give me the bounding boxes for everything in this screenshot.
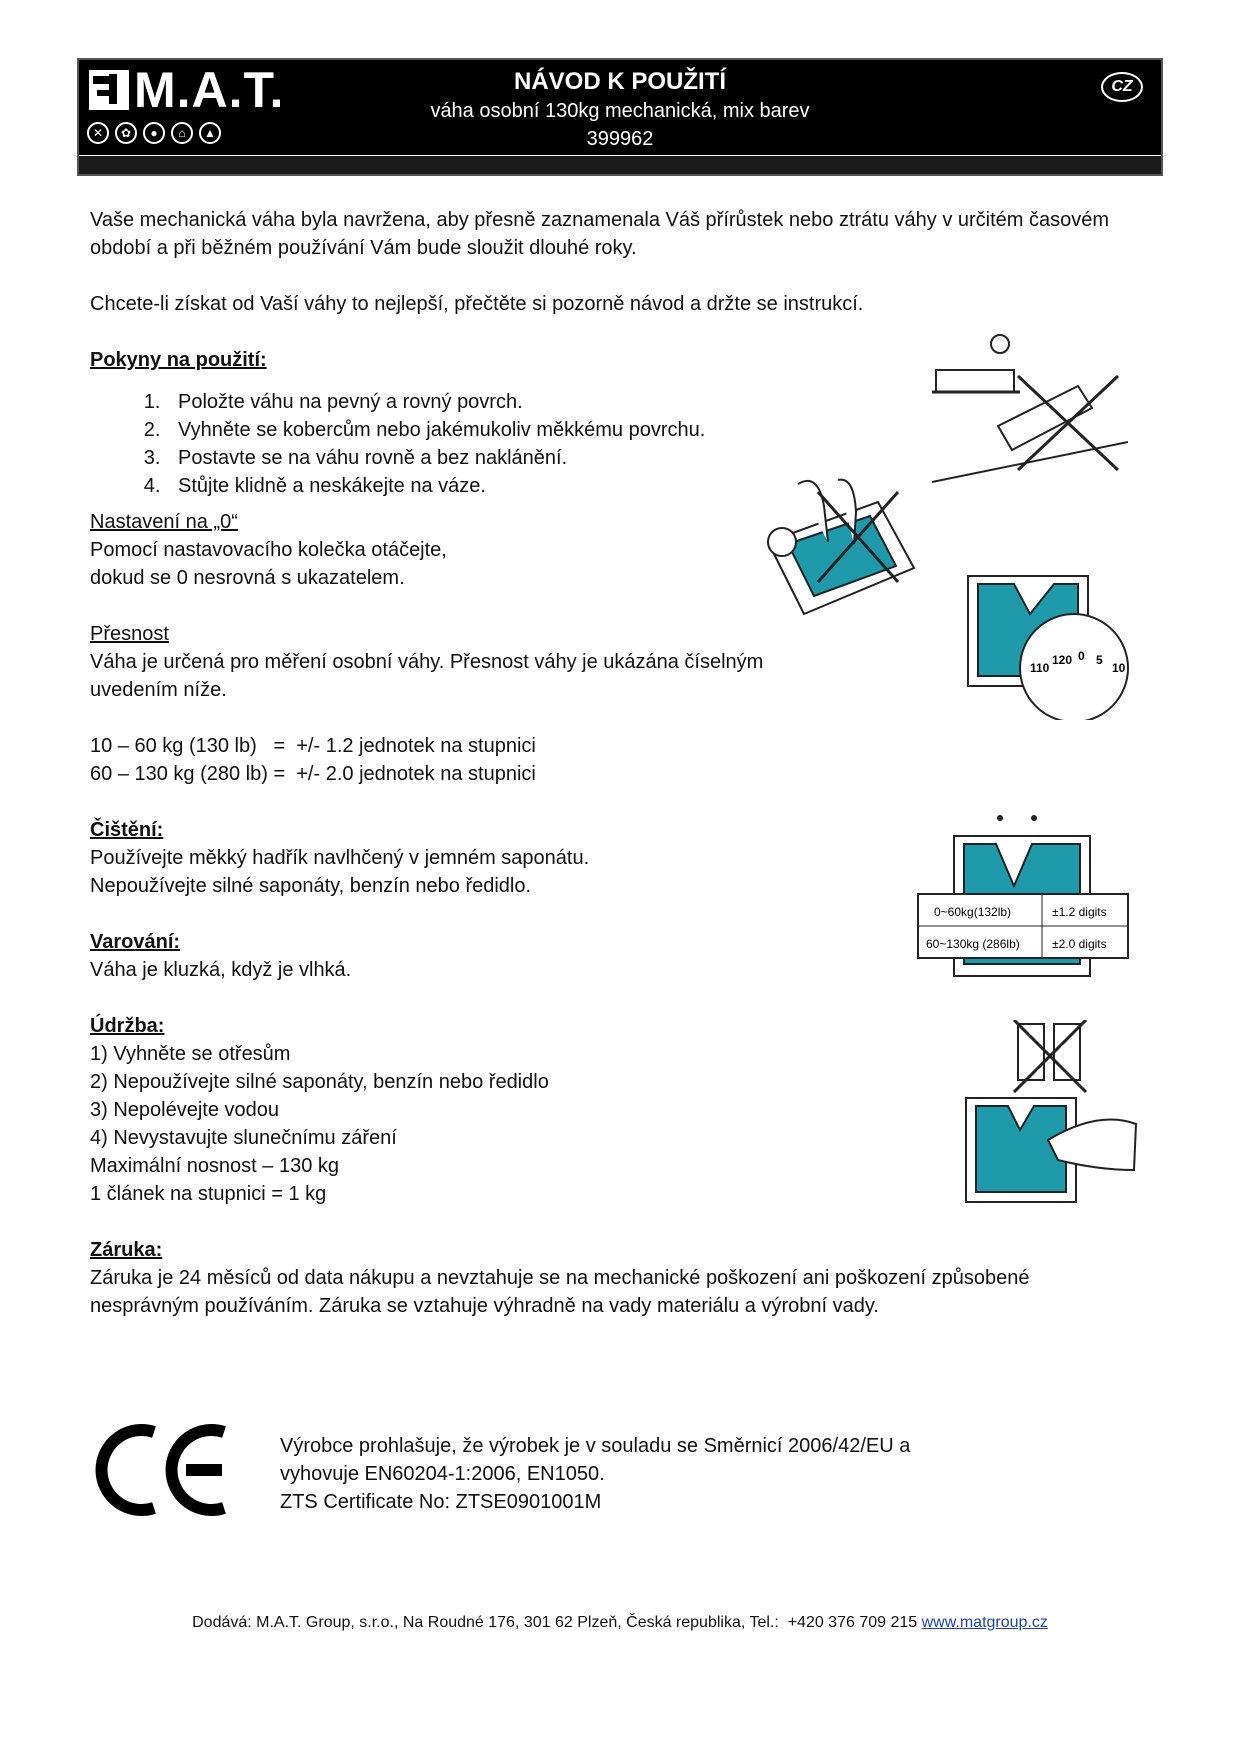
text-line: Nepoužívejte silné saponáty, benzín nebo ředidlo. <box>90 875 532 897</box>
text-line: 1 článek na stupnici = 1 kg <box>90 1183 327 1205</box>
warranty-heading: Záruka: <box>90 1239 163 1261</box>
accuracy-table-illustration <box>904 808 1140 998</box>
text-line: 3) Nepolévejte vodou <box>90 1099 280 1121</box>
intro-paragraph: Chcete-li získat od Vaší váhy to nejlepší, přečtěte si pozorně návod a držte se instrukcí. <box>90 293 864 315</box>
conformity-declaration <box>280 1432 910 1516</box>
text-line: dokud se 0 nesrovná s ukazatelem. <box>90 567 405 589</box>
warranty-text: Záruka je 24 měsíců od data nákupu a nevztahuje se na mechanické poškození ani poškození způsobené nesprávným používáním. Záruka se vztahuje výhradně na vady materiálu a výrobní vady. <box>90 1267 1030 1317</box>
list-item: 2. Vyhněte se kobercům nebo jakémukoliv měkkému povrchu. <box>166 416 1160 444</box>
dial-label: 5 <box>1096 653 1103 667</box>
text-line: Používejte měkký hadřík navlhčený v jemném saponátu. <box>90 847 590 869</box>
maintenance-heading: Údržba: <box>90 1015 165 1037</box>
list-item: 4. Stůjte klidně a neskákejte na váze. <box>166 472 1160 500</box>
text-line: Pomocí nastavovacího kolečka otáčejte, <box>90 539 447 561</box>
table-cell: 0~60kg(132lb) <box>934 905 1012 919</box>
text-line: vyhovuje EN60204-1:2006, EN1050. <box>280 1463 605 1485</box>
text-line: 2) Nepoužívejte silné saponáty, benzín nebo ředidlo <box>90 1071 549 1093</box>
text-line: 4) Nevystavujte slunečnímu záření <box>90 1127 397 1149</box>
usage-heading: Pokyny na použití: <box>90 349 267 371</box>
dial-label: 120 <box>1052 653 1073 667</box>
dial-label: 110 <box>1030 661 1050 675</box>
text-line: Výrobce prohlašuje, že výrobek je v souladu se Směrnicí 2006/42/EU a <box>280 1435 911 1457</box>
table-cell: 60~130kg (286lb) <box>926 937 1020 951</box>
text-line: ZTS Certificate No: ZTSE0901001M <box>280 1491 602 1513</box>
accuracy-row: 60 – 130 kg (280 lb) = +/- 2.0 jednotek na stupnici <box>90 763 536 785</box>
document-header <box>77 58 1163 176</box>
accuracy-heading: Přesnost <box>90 623 169 645</box>
page-title: NÁVOD K POUŽITÍ <box>513 68 726 95</box>
table-cell: ±1.2 digits <box>1052 905 1107 919</box>
intro-paragraph: Vaše mechanická váha byla navržena, aby přesně zaznamenala Váš přírůstek nebo ztrátu váhy v určitém časovém období a při běžném používání Vám bude sloužit dlouhé roky. <box>90 209 1110 259</box>
accuracy-text: Váha je určená pro měření osobní váhy. Přesnost váhy je ukázána číselným uvedením níže. <box>90 651 764 701</box>
product-name: váha osobní 130kg mechanická, mix barev <box>430 100 810 122</box>
cleaning-heading: Čištění: <box>90 819 164 841</box>
text-line: Maximální nosnost – 130 kg <box>90 1155 340 1177</box>
logo-text: M.A.T. <box>134 62 285 118</box>
dial-label: 0 <box>1078 649 1085 663</box>
tools-icon: ✕ <box>87 122 109 144</box>
list-item: 3. Postavte se na váhu rovně a bez naklánění. <box>166 444 1160 472</box>
maintenance-illustration <box>958 1020 1138 1210</box>
website-link[interactable]: www.matgroup.cz <box>921 1614 1048 1631</box>
text-line: Váha je kluzká, když je vlhká. <box>90 959 352 981</box>
uneven-surface-illustration <box>928 332 1128 486</box>
language-badge: CZ <box>1101 72 1143 102</box>
home-icon: ⌂ <box>171 122 193 144</box>
text-line: 1) Vyhněte se otřesům <box>90 1043 291 1065</box>
list-item: 1. Položte váhu na pevný a rovný povrch. <box>166 388 1160 416</box>
header-bottom-bar <box>79 155 1161 174</box>
zero-heading: Nastavení na „0“ <box>90 511 238 533</box>
footer-text: Dodává: M.A.T. Group, s.r.o., Na Roudné 176, 301 62 Plzeň, Česká republika, Tel.: +420 376 709 215 <box>192 1614 922 1631</box>
zero-dial-illustration <box>954 560 1144 720</box>
building-icon: ▲ <box>199 122 221 144</box>
warning-heading: Varování: <box>90 931 181 953</box>
ce-mark-icon <box>92 1418 232 1522</box>
car-icon: ● <box>143 122 165 144</box>
table-cell: ±2.0 digits <box>1052 937 1107 951</box>
product-code: 399962 <box>586 128 654 150</box>
dial-label: 10 <box>1112 661 1126 675</box>
garden-icon: ✿ <box>115 122 137 144</box>
jumping-on-scale-illustration <box>758 472 922 628</box>
footer <box>0 1612 1240 1634</box>
accuracy-row: 10 – 60 kg (130 lb) = +/- 1.2 jednotek na stupnici <box>90 735 536 757</box>
